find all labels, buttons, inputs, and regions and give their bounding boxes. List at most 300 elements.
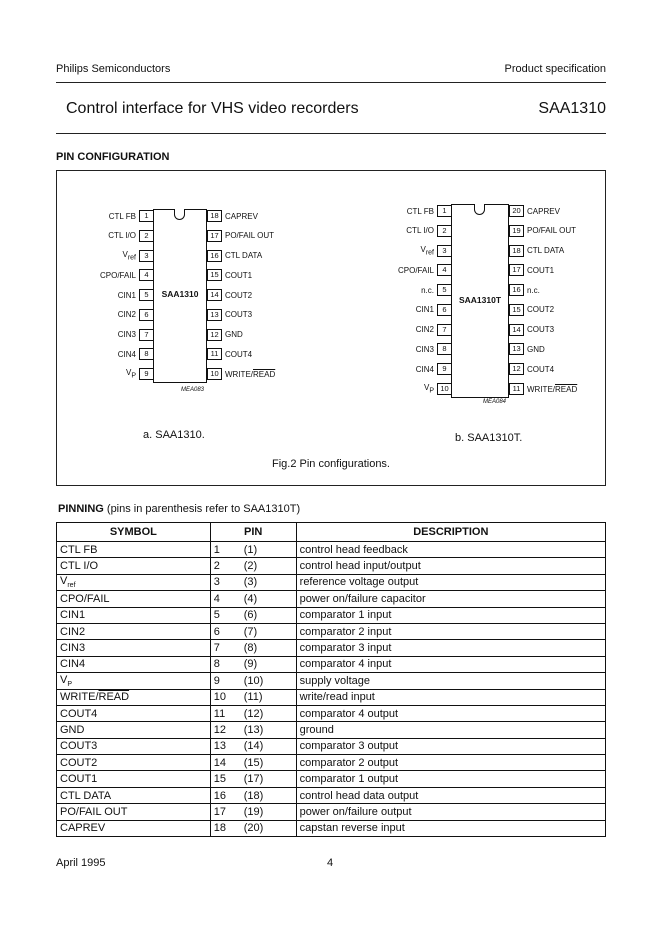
cell-description: comparator 3 input xyxy=(296,640,605,656)
cell-symbol xyxy=(57,755,211,771)
pin-number: 3 xyxy=(139,250,154,262)
cell-symbol xyxy=(57,689,211,705)
chip-pin-right xyxy=(207,349,252,360)
pin-label xyxy=(421,286,434,295)
cell-description: control head input/output xyxy=(296,558,605,574)
table-row xyxy=(57,591,606,607)
pin-number-saa1310: 18 xyxy=(213,822,227,835)
chip-pin-right xyxy=(509,364,554,375)
cell-pin xyxy=(210,804,296,820)
pin-number-saa1310t: (11) xyxy=(243,691,263,704)
chip-b-code: MEA084 xyxy=(483,399,507,405)
pinning-heading xyxy=(58,503,300,515)
cell-symbol xyxy=(57,738,211,754)
col-header-symbol: SYMBOL xyxy=(57,523,211,542)
cell-symbol xyxy=(57,804,211,820)
chip-a-caption: a. SAA1310. xyxy=(143,429,205,441)
pin-label xyxy=(527,365,554,374)
chip-pin-left xyxy=(118,329,154,340)
cell-pin xyxy=(210,755,296,771)
pin-number-saa1310: 13 xyxy=(213,740,227,753)
chip-b-caption: b. SAA1310T. xyxy=(455,432,523,444)
cell-symbol xyxy=(57,673,211,689)
pin-number-saa1310t: (17) xyxy=(243,773,264,786)
symbol-text: CIN2 xyxy=(60,625,86,638)
symbol-text: CIN1 xyxy=(415,305,434,315)
chip-pin-left xyxy=(118,290,154,301)
symbol-text: WRITE/ xyxy=(60,691,99,704)
symbol-text: COUT2 xyxy=(225,290,253,300)
cell-pin xyxy=(210,771,296,787)
cell-pin xyxy=(210,591,296,607)
pinning-table xyxy=(56,522,606,837)
symbol-text: CTL DATA xyxy=(225,251,263,260)
cell-pin xyxy=(210,542,296,558)
pin-number: 17 xyxy=(509,264,524,276)
symbol-text: COUT1 xyxy=(527,265,555,275)
symbol-text: GND xyxy=(527,344,545,354)
table-row xyxy=(57,558,606,574)
pin-number: 1 xyxy=(139,210,154,222)
pin-number-saa1310t: (2) xyxy=(243,560,258,573)
page-title: Control interface for VHS video recorders xyxy=(66,100,359,117)
pin-number: 7 xyxy=(437,324,452,336)
chip-pin-left xyxy=(100,270,154,281)
chip-pin-right xyxy=(509,384,577,395)
cell-pin xyxy=(210,623,296,639)
cell-symbol xyxy=(57,640,211,656)
chip-pin-right xyxy=(207,369,275,380)
cell-symbol xyxy=(57,574,211,590)
chip-pin-right xyxy=(509,225,576,236)
pin-label xyxy=(420,245,434,257)
symbol-text: CIN3 xyxy=(60,642,86,655)
cell-description: comparator 2 input xyxy=(296,623,605,639)
symbol-text: n.c. xyxy=(527,285,540,295)
symbol-text: COUT3 xyxy=(527,325,555,335)
chip-pin-right xyxy=(207,309,252,320)
pin-config-figure xyxy=(56,170,606,486)
chip-pin-left xyxy=(406,225,452,236)
pin-number: 5 xyxy=(437,284,452,296)
cell-description: comparator 2 output xyxy=(296,755,605,771)
pin-number: 9 xyxy=(437,363,452,375)
pin-label xyxy=(126,368,136,380)
footer-page: 4 xyxy=(327,857,334,869)
pin-label xyxy=(527,305,554,314)
pin-label xyxy=(118,310,136,319)
pin-label xyxy=(225,291,252,300)
pin-label xyxy=(527,207,560,216)
cell-symbol xyxy=(57,787,211,803)
pin-label xyxy=(118,350,136,359)
cell-pin xyxy=(210,689,296,705)
cell-description: capstan reverse input xyxy=(296,820,605,836)
pin-config-heading: PIN CONFIGURATION xyxy=(56,151,170,163)
pin-number-saa1310: 7 xyxy=(213,642,220,655)
pinning-heading-rest: (pins in parenthesis refer to SAA1310T) xyxy=(103,503,301,515)
pin-number-saa1310: 9 xyxy=(213,674,220,687)
pin-label xyxy=(527,286,540,295)
cell-description: comparator 4 input xyxy=(296,656,605,672)
chip-b-body xyxy=(451,204,509,398)
cell-description: comparator 3 output xyxy=(296,738,605,754)
table-row xyxy=(57,673,606,689)
pin-number: 4 xyxy=(437,264,452,276)
pin-number-saa1310: 12 xyxy=(213,723,227,736)
pin-label xyxy=(225,231,274,240)
chip-pin-left xyxy=(122,250,154,261)
pin-label xyxy=(109,212,136,221)
cell-pin xyxy=(210,640,296,656)
pin-label xyxy=(225,212,258,221)
cell-pin xyxy=(210,705,296,721)
pin-number-saa1310: 1 xyxy=(213,543,220,556)
cell-description: power on/failure capacitor xyxy=(296,591,605,607)
pin-label xyxy=(527,385,577,394)
chip-pin-right xyxy=(509,324,554,335)
chip-notch xyxy=(474,204,485,215)
cell-symbol xyxy=(57,542,211,558)
chip-pin-left xyxy=(118,309,154,320)
table-row xyxy=(57,820,606,836)
col-header-pin: PIN xyxy=(210,523,296,542)
symbol-text: WRITE/ xyxy=(225,369,253,379)
symbol-text: CTL FB xyxy=(406,206,434,216)
symbol-text: PO/FAIL OUT xyxy=(60,805,128,818)
table-row xyxy=(57,574,606,590)
cell-description: comparator 1 input xyxy=(296,607,605,623)
symbol-text: GND xyxy=(225,330,243,339)
chip-pin-left xyxy=(416,304,452,315)
pin-label xyxy=(406,226,434,235)
pin-label xyxy=(225,271,252,280)
chip-pin-left xyxy=(416,344,452,355)
chip-pin-right xyxy=(207,211,258,222)
symbol-subscript: ref xyxy=(127,254,136,262)
chip-pin-right xyxy=(509,265,554,276)
cell-pin xyxy=(210,738,296,754)
chip-a-code: MEA083 xyxy=(181,387,205,393)
symbol-text: PO/FAIL OUT xyxy=(527,226,577,236)
pin-number: 7 xyxy=(139,329,154,341)
cell-pin xyxy=(210,607,296,623)
symbol-text: CIN4 xyxy=(117,349,136,359)
pin-number: 19 xyxy=(509,225,524,237)
pin-number: 10 xyxy=(207,368,222,380)
symbol-text: CIN3 xyxy=(117,330,136,339)
table-row xyxy=(57,738,606,754)
pin-number: 5 xyxy=(139,289,154,301)
cell-description: control head feedback xyxy=(296,542,605,558)
pin-label xyxy=(225,350,252,359)
cell-symbol xyxy=(57,771,211,787)
pin-number: 8 xyxy=(437,343,452,355)
cell-pin xyxy=(210,656,296,672)
chip-pin-left xyxy=(416,364,452,375)
chip-a-body xyxy=(153,209,207,383)
pin-number: 16 xyxy=(207,250,222,262)
symbol-text: V xyxy=(60,575,68,588)
symbol-text: COUT1 xyxy=(60,773,98,786)
table-row xyxy=(57,804,606,820)
pin-number: 10 xyxy=(437,383,452,395)
symbol-text: PO/FAIL OUT xyxy=(225,231,275,241)
pin-label xyxy=(527,266,554,275)
pin-number: 18 xyxy=(509,245,524,257)
pin-number: 13 xyxy=(207,309,222,321)
symbol-text: V xyxy=(420,244,426,254)
table-row xyxy=(57,623,606,639)
symbol-text: CAPREV xyxy=(225,211,258,221)
pin-number-saa1310: 11 xyxy=(213,707,226,720)
cell-description: comparator 4 output xyxy=(296,705,605,721)
symbol-subscript: ref xyxy=(67,582,76,590)
cell-description: write/read input xyxy=(296,689,605,705)
pin-number: 8 xyxy=(139,348,154,360)
pin-number: 14 xyxy=(509,324,524,336)
symbol-text: CPO/FAIL xyxy=(99,270,136,280)
pin-number: 11 xyxy=(509,383,524,395)
symbol-text: CIN3 xyxy=(415,344,434,354)
chip-pin-left xyxy=(126,369,154,380)
pin-number: 11 xyxy=(207,348,222,360)
cell-description: reference voltage output xyxy=(296,574,605,590)
symbol-text: COUT4 xyxy=(527,364,555,374)
symbol-subscript: ref xyxy=(425,249,434,257)
pin-label xyxy=(118,330,136,339)
symbol-overline: READ xyxy=(555,384,578,394)
pin-label xyxy=(225,370,275,379)
pin-number-saa1310t: (18) xyxy=(243,789,264,802)
pin-number-saa1310t: (15) xyxy=(243,756,264,769)
pin-label xyxy=(416,345,434,354)
chip-pin-right xyxy=(207,270,252,281)
symbol-text: WRITE/ xyxy=(527,384,555,394)
table-row xyxy=(57,542,606,558)
symbol-text: COUT3 xyxy=(225,310,253,320)
symbol-text: CAPREV xyxy=(527,206,560,216)
chip-pin-left xyxy=(424,384,452,395)
pin-number-saa1310t: (10) xyxy=(243,674,264,687)
chip-pin-left xyxy=(398,265,452,276)
symbol-text: COUT2 xyxy=(527,305,555,315)
pin-number: 9 xyxy=(139,368,154,380)
pin-label xyxy=(527,246,564,255)
chip-pin-left xyxy=(108,230,154,241)
pin-number-saa1310: 3 xyxy=(213,576,220,589)
symbol-text: CTL I/O xyxy=(406,226,434,236)
pin-number-saa1310t: (7) xyxy=(243,625,258,638)
chip-pin-left xyxy=(421,285,452,296)
header-rule xyxy=(56,82,606,83)
pin-label xyxy=(407,207,434,216)
pin-number: 12 xyxy=(207,329,222,341)
cell-symbol xyxy=(57,820,211,836)
pin-label xyxy=(398,266,434,275)
symbol-text: COUT2 xyxy=(60,756,98,769)
pin-number: 20 xyxy=(509,205,524,217)
pin-number-saa1310: 17 xyxy=(213,805,227,818)
pin-number-saa1310t: (20) xyxy=(243,822,264,835)
pin-number: 4 xyxy=(139,269,154,281)
cell-description: comparator 1 output xyxy=(296,771,605,787)
symbol-text: CTL I/O xyxy=(60,560,99,573)
symbol-text: CPO/FAIL xyxy=(397,265,434,275)
symbol-text: V xyxy=(125,368,132,378)
symbol-text: GND xyxy=(60,723,85,736)
pin-label xyxy=(527,345,545,354)
chip-pin-left xyxy=(420,245,452,256)
table-row xyxy=(57,787,606,803)
symbol-text: CIN1 xyxy=(60,609,86,622)
pin-label xyxy=(122,250,136,262)
symbol-text: CTL DATA xyxy=(527,246,565,256)
pin-number-saa1310t: (3) xyxy=(243,576,258,589)
pin-number-saa1310: 4 xyxy=(213,592,220,605)
cell-symbol xyxy=(57,623,211,639)
title-rule xyxy=(56,133,606,134)
symbol-overline: READ xyxy=(98,691,130,704)
pin-label xyxy=(424,383,434,395)
symbol-text: COUT3 xyxy=(60,740,98,753)
pin-label xyxy=(416,365,434,374)
figure-caption: Fig.2 Pin configurations. xyxy=(271,458,390,470)
symbol-text: CTL FB xyxy=(108,211,136,221)
chip-pin-right xyxy=(207,290,252,301)
cell-pin xyxy=(210,820,296,836)
pin-number: 15 xyxy=(207,269,222,281)
chip-pin-left xyxy=(109,211,154,222)
cell-pin xyxy=(210,673,296,689)
pin-number-saa1310t: (4) xyxy=(243,592,258,605)
symbol-text: CIN4 xyxy=(60,658,86,671)
symbol-text: V xyxy=(60,673,68,686)
pin-number-saa1310t: (9) xyxy=(243,658,258,671)
table-row xyxy=(57,607,606,623)
pin-number-saa1310: 15 xyxy=(213,773,227,786)
pin-number: 16 xyxy=(509,284,524,296)
chip-pin-right xyxy=(509,304,554,315)
pin-number: 18 xyxy=(207,210,222,222)
chip-pin-right xyxy=(509,206,560,217)
pin-label xyxy=(225,251,262,260)
part-number: SAA1310 xyxy=(538,100,606,117)
header-doc-type: Product specification xyxy=(504,63,606,75)
chip-pin-right xyxy=(207,329,243,340)
pin-number: 14 xyxy=(207,289,222,301)
chip-pin-right xyxy=(509,245,564,256)
chip-a-name: SAA1310 xyxy=(161,289,199,299)
pin-number: 13 xyxy=(509,343,524,355)
pin-number-saa1310t: (12) xyxy=(243,707,264,720)
cell-pin xyxy=(210,558,296,574)
pin-number-saa1310: 5 xyxy=(213,609,220,622)
pin-number-saa1310: 6 xyxy=(213,625,220,638)
symbol-text: CTL DATA xyxy=(60,789,112,802)
table-row xyxy=(57,705,606,721)
pin-number: 1 xyxy=(437,205,452,217)
chip-pin-right xyxy=(509,344,545,355)
pin-number-saa1310t: (8) xyxy=(243,642,258,655)
pin-number-saa1310t: (6) xyxy=(243,609,258,622)
table-row xyxy=(57,771,606,787)
cell-symbol xyxy=(57,591,211,607)
chip-pin-right xyxy=(207,230,274,241)
chip-b-name: SAA1310T xyxy=(458,295,502,305)
pin-number: 2 xyxy=(437,225,452,237)
header-company: Philips Semiconductors xyxy=(56,63,171,75)
cell-symbol xyxy=(57,656,211,672)
symbol-subscript: P xyxy=(131,372,136,380)
symbol-subscript: P xyxy=(429,387,434,395)
pin-label xyxy=(527,226,576,235)
chip-pin-right xyxy=(509,285,540,296)
pin-number-saa1310: 8 xyxy=(213,658,220,671)
pin-number-saa1310: 2 xyxy=(213,560,220,573)
cell-symbol xyxy=(57,607,211,623)
pin-number: 6 xyxy=(437,304,452,316)
pin-number-saa1310: 10 xyxy=(213,691,227,704)
pin-number: 12 xyxy=(509,363,524,375)
pin-number-saa1310: 16 xyxy=(213,789,227,802)
pin-label xyxy=(225,330,243,339)
symbol-text: CIN1 xyxy=(117,290,136,300)
table-row xyxy=(57,689,606,705)
chip-notch xyxy=(174,209,185,220)
symbol-text: CTL I/O xyxy=(108,231,136,241)
cell-symbol xyxy=(57,558,211,574)
chip-pin-left xyxy=(416,324,452,335)
symbol-text: CIN2 xyxy=(117,310,136,320)
pin-number: 17 xyxy=(207,230,222,242)
footer-date: April 1995 xyxy=(56,857,106,869)
cell-symbol xyxy=(57,722,211,738)
cell-symbol xyxy=(57,705,211,721)
symbol-text: CPO/FAIL xyxy=(60,592,110,605)
cell-description: power on/failure output xyxy=(296,804,605,820)
pinning-heading-bold: PINNING xyxy=(58,503,104,515)
symbol-text: n.c. xyxy=(421,285,434,295)
pin-number-saa1310t: (19) xyxy=(243,805,264,818)
cell-pin xyxy=(210,574,296,590)
pin-number: 6 xyxy=(139,309,154,321)
symbol-text: V xyxy=(423,383,430,393)
pin-number-saa1310t: (14) xyxy=(243,740,264,753)
chip-pin-left xyxy=(407,206,452,217)
pin-label xyxy=(527,325,554,334)
symbol-text: V xyxy=(122,249,128,259)
cell-description: ground xyxy=(296,722,605,738)
table-row xyxy=(57,755,606,771)
pin-number-saa1310: 14 xyxy=(213,756,227,769)
pin-label xyxy=(118,291,136,300)
pin-label xyxy=(108,231,136,240)
chip-pin-left xyxy=(118,349,154,360)
pin-label xyxy=(416,305,434,314)
symbol-text: CAPREV xyxy=(60,822,106,835)
symbol-subscript: P xyxy=(67,680,73,688)
pin-label xyxy=(100,271,136,280)
cell-description: supply voltage xyxy=(296,673,605,689)
symbol-text: CIN4 xyxy=(415,364,434,374)
chip-pin-right xyxy=(207,250,262,261)
symbol-text: CTL FB xyxy=(60,543,98,556)
cell-pin xyxy=(210,787,296,803)
table-header-row xyxy=(57,523,606,542)
symbol-text: COUT4 xyxy=(60,707,98,720)
table-row xyxy=(57,640,606,656)
